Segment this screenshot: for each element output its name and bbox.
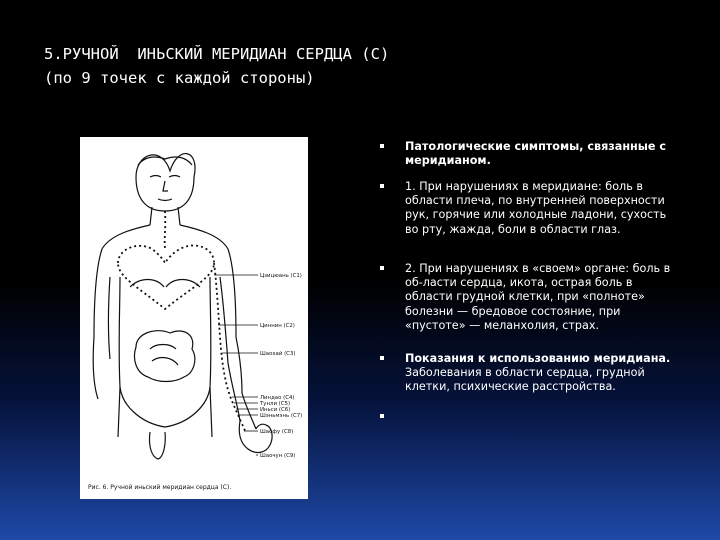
figure-caption: Рис. 6. Ручной иньский меридиан сердца (С). xyxy=(88,484,232,491)
list-item xyxy=(378,352,678,410)
point-label: Тунли (C5) xyxy=(260,401,291,407)
point-label: Шэньмэнь (C7) xyxy=(260,413,303,419)
bullet-bold-text: Показания к использованию меридиана. xyxy=(405,352,671,365)
point-label: Шаочун (C9) xyxy=(260,453,296,459)
bullet-bold-text: Патологические симптомы, связанные с меридианом. xyxy=(405,140,667,168)
point-label: Иньси (C6) xyxy=(260,407,291,413)
bullet-text: 2. При нарушениях в «своем» органе: боль в об-ласти сердца, икота, острая боль в области грудной клетки, при «полноте» болезни — бредовое состояние, при «пустоте» — меланхолия, страх. xyxy=(405,262,671,332)
list-item xyxy=(378,140,678,180)
bullet-text: 1. При нарушениях в меридиане: боль в области плеча, по внутренней поверхности рук, горячие или холодные ладони, сухость во рту, жажда, боли в области глаз. xyxy=(405,180,667,236)
point-label: Циннин (C2) xyxy=(260,323,295,329)
head-outline xyxy=(136,154,195,211)
list-item xyxy=(378,262,678,352)
symptoms-list xyxy=(378,140,678,426)
slide-title-line-2: (по 9 точек с каждой стороны) xyxy=(44,69,315,87)
slide-title-line-1: 5.РУЧНОЙ ИНЬСКИЙ МЕРИДИАН СЕРДЦА (С) xyxy=(44,45,390,63)
bullet-text: Заболевания в области сердца, грудной клетки, психические расстройства. xyxy=(405,366,645,394)
bullet-icon xyxy=(380,144,384,148)
bullet-icon xyxy=(380,184,384,188)
bullet-icon xyxy=(380,414,384,418)
human-body-diagram xyxy=(80,137,308,499)
point-label: Цзицюань (C1) xyxy=(260,273,302,279)
list-item xyxy=(378,410,678,426)
meridian-line xyxy=(118,211,214,309)
point-label: Шаохай (C3) xyxy=(260,351,296,357)
slide-title xyxy=(44,42,704,90)
point-label: Шаофу (C8) xyxy=(260,429,294,435)
intestines xyxy=(135,331,195,382)
bullet-icon xyxy=(380,356,384,360)
bullet-icon xyxy=(380,266,384,270)
meridian-figure xyxy=(80,137,308,499)
list-item xyxy=(378,180,678,262)
point-label: Линдао (C4) xyxy=(260,395,295,401)
